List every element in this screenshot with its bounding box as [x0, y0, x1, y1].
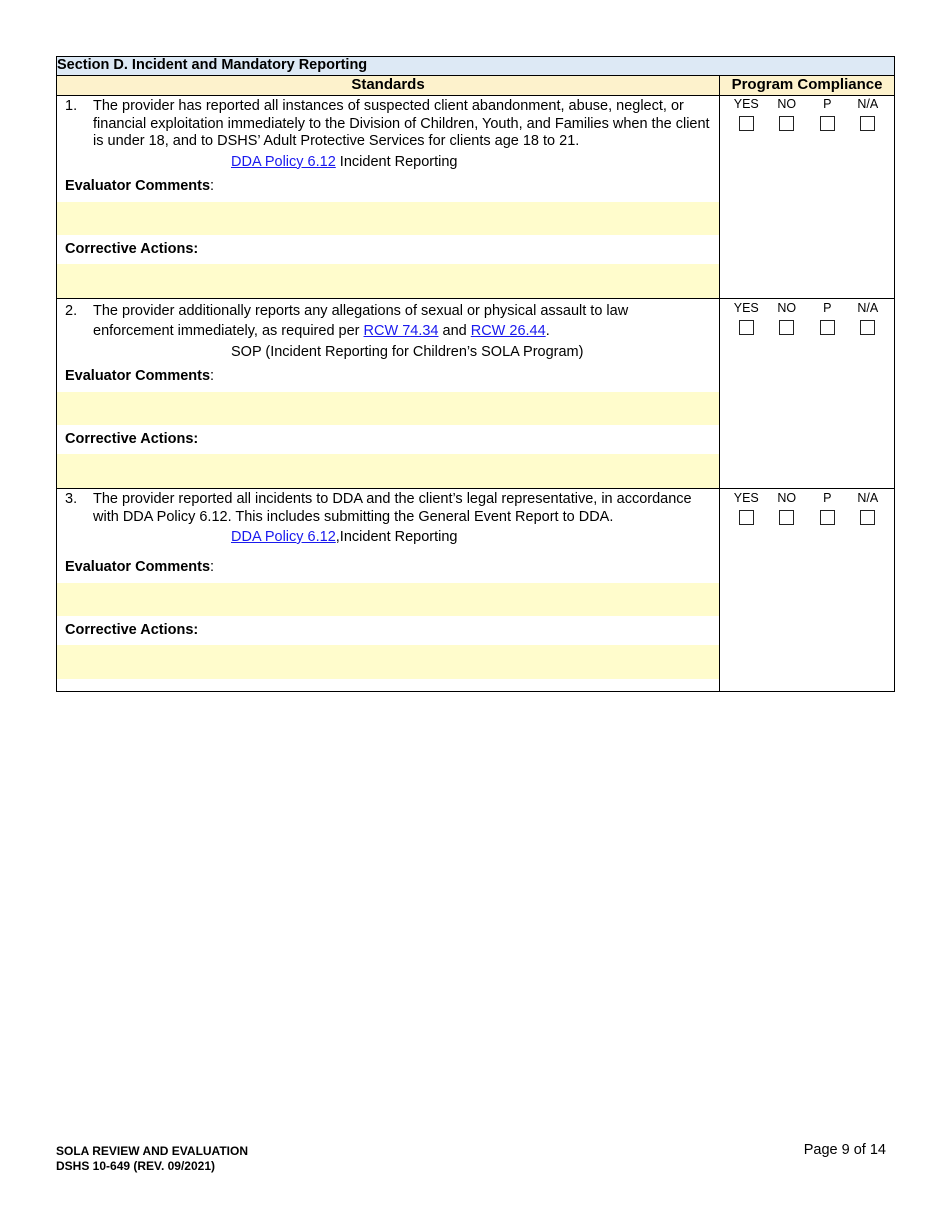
option-label: NO	[777, 491, 797, 505]
option-label: P	[823, 301, 832, 315]
footer-title: SOLA REVIEW AND EVALUATION	[56, 1144, 248, 1158]
no-checkbox[interactable]	[779, 320, 794, 335]
compliance-cell	[720, 299, 895, 489]
evaluator-comments-field[interactable]	[57, 391, 719, 425]
option-label: NO	[777, 301, 797, 315]
option-label: YES	[733, 491, 759, 505]
standard-text: The provider has reported all instances of suspected client abandonment, abuse, neglect, or financial exploitation immediately to the Division of Children, Youth, and Families when the client is under 18, and to DSHS’ Adult Protective Services for clients age 18 to 21.	[93, 98, 710, 149]
partial-checkbox[interactable]	[820, 510, 835, 525]
dda-policy-link[interactable]: DDA Policy 6.12	[231, 153, 336, 170]
evaluator-comments-label: Evaluator Comments:	[65, 559, 215, 575]
standard-row-2: 2. The provider additionally reports any allegations of sexual or physical assault to law enforcement immediately, as required per RCW 74.34 and RCW 26.44. SOP (Incident Reporting for Children’s SOLA Program) Evaluator Comments: Corrective Actions: YES NO P N/A	[57, 299, 895, 489]
corrective-actions-label: Corrective Actions:	[65, 240, 199, 257]
no-checkbox[interactable]	[779, 510, 794, 525]
footer-form-number: DSHS 10-649 (REV. 09/2021)	[56, 1159, 215, 1173]
program-compliance-header: Program Compliance	[720, 76, 895, 96]
corrective-actions-field[interactable]	[57, 263, 719, 298]
na-checkbox[interactable]	[860, 116, 875, 131]
standard-text: The provider reported all incidents to DDA and the client’s legal representative, in accordance with DDA Policy 6.12. This includes submitting the General Event Report to DDA.	[93, 491, 692, 525]
na-checkbox[interactable]	[860, 320, 875, 335]
corrective-actions-field[interactable]	[57, 644, 719, 679]
option-label: YES	[733, 97, 759, 111]
option-label: P	[823, 97, 832, 111]
item-number: 3.	[65, 491, 78, 507]
corrective-actions-label: Corrective Actions:	[65, 622, 199, 638]
evaluator-comments-field[interactable]	[57, 201, 719, 235]
partial-checkbox[interactable]	[820, 116, 835, 131]
option-label: N/A	[857, 97, 879, 111]
partial-checkbox[interactable]	[820, 320, 835, 335]
standard-row-3	[57, 489, 895, 692]
page-number: Page 9 of 14	[803, 1142, 886, 1158]
incident-reporting-table	[56, 56, 895, 692]
yes-checkbox[interactable]	[739, 510, 754, 525]
reference-line: SOP (Incident Reporting for Children’s SOLA Program)	[231, 344, 584, 360]
standard-row-1	[57, 96, 895, 299]
section-title: Section D. Incident and Mandatory Reporting	[57, 57, 895, 76]
rcw-74-34-link[interactable]: RCW 74.34	[363, 323, 439, 339]
item-number: 2.	[65, 303, 78, 319]
corrective-actions-label: Corrective Actions:	[65, 431, 199, 447]
compliance-cell	[720, 96, 895, 299]
compliance-cell	[720, 489, 895, 692]
yes-checkbox[interactable]	[739, 320, 754, 335]
footer-form-info	[56, 1144, 248, 1174]
reference-line: DDA Policy 6.12 Incident Reporting	[231, 153, 458, 170]
corrective-actions-field[interactable]	[57, 453, 719, 488]
option-label: P	[823, 491, 832, 505]
rcw-26-44-link[interactable]: RCW 26.44	[470, 323, 546, 339]
standards-header: Standards	[57, 76, 720, 96]
reference-line: DDA Policy 6.12,Incident Reporting	[231, 529, 458, 545]
no-checkbox[interactable]	[779, 116, 794, 131]
dda-policy-link[interactable]: DDA Policy 6.12	[231, 529, 336, 545]
option-label: N/A	[857, 491, 879, 505]
evaluator-comments-label: Evaluator Comments:	[65, 177, 215, 194]
evaluator-comments-label: Evaluator Comments:	[65, 368, 215, 384]
yes-checkbox[interactable]	[739, 116, 754, 131]
option-label: N/A	[857, 301, 879, 315]
item-number: 1.	[65, 98, 78, 114]
option-label: NO	[777, 97, 797, 111]
evaluator-comments-field[interactable]	[57, 582, 719, 616]
na-checkbox[interactable]	[860, 510, 875, 525]
option-label: YES	[733, 301, 759, 315]
